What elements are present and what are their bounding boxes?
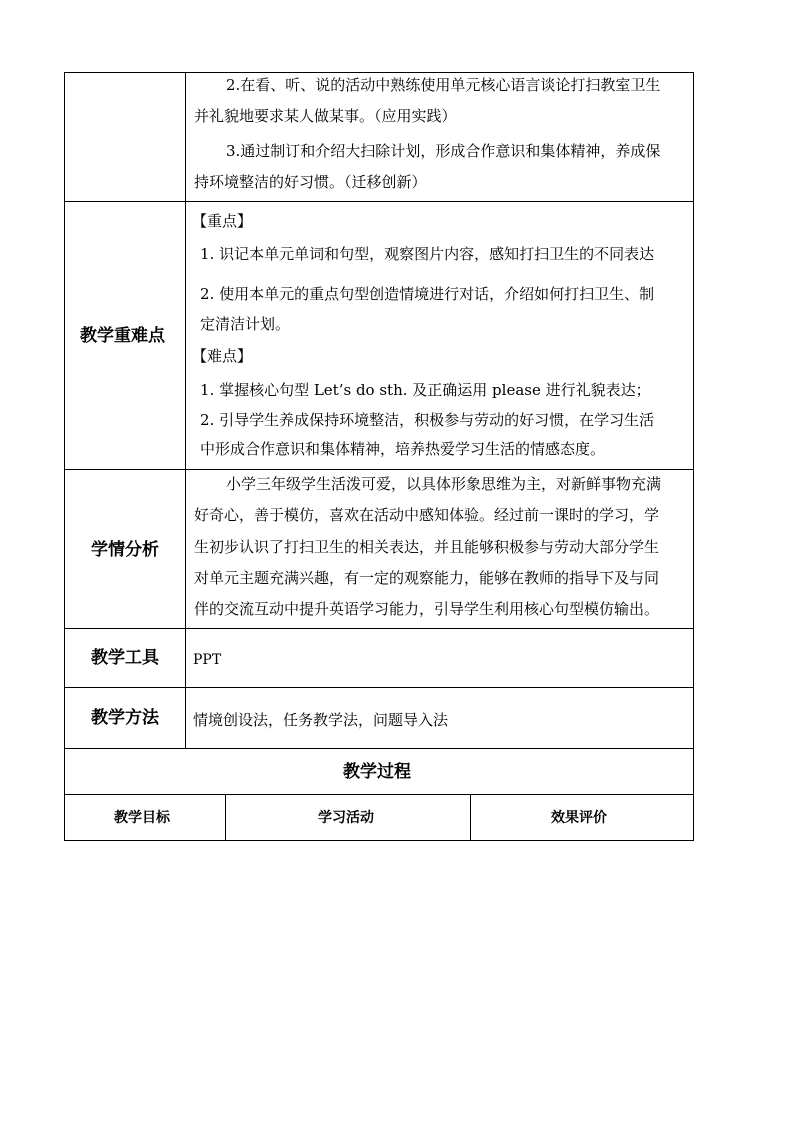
table-divider-4: [64, 687, 694, 688]
table-border-top: [64, 72, 694, 73]
learner-analysis-label: 学情分析: [91, 540, 159, 560]
learner-analysis-line-3: 生初步认识了打扫卫生的相关表达，并且能够积极参与劳动大部分学生: [194, 538, 660, 556]
objective-line-4: 持环境整洁的好习惯。（迁移创新）: [194, 173, 427, 191]
table-divider-3: [64, 628, 694, 629]
objective-line-3: 3.通过制订和介绍大扫除计划，形成合作意识和集体精神，养成保: [226, 142, 661, 160]
process-column-divider-1: [225, 794, 226, 841]
table-divider-2: [64, 469, 694, 470]
difficulty-item-1: 1. 掌握核心句型 Let’s do sth. 及正确运用 please 进行礼貌表达；: [200, 381, 651, 399]
objective-line-1: 2.在看、听、说的活动中熟练使用单元核心语言谈论打扫教室卫生: [226, 76, 661, 94]
label-column-divider: [185, 72, 186, 749]
process-col-objectives: 教学目标: [114, 810, 170, 826]
table-border-right: [693, 72, 694, 841]
difficulty-item-2b: 中形成合作意识和集体精神，培养热爱学习生活的情感态度。: [200, 440, 606, 458]
tools-value: PPT: [193, 652, 222, 668]
process-column-divider-2: [470, 794, 471, 841]
tools-label: 教学工具: [91, 648, 159, 668]
difficulty-item-2a: 2. 引导学生养成保持环境整洁，积极参与劳动的好习惯，在学习生活: [200, 411, 655, 429]
learner-analysis-line-1: 小学三年级学生活泼可爱，以具体形象思维为主，对新鲜事物充满: [226, 475, 662, 493]
focus-heading: 【重点】: [192, 212, 253, 230]
learner-analysis-line-2: 好奇心，善于模仿，喜欢在活动中感知体验。经过前一课时的学习，学: [194, 506, 660, 524]
process-col-activities: 学习活动: [318, 810, 374, 826]
learner-analysis-line-5: 伴的交流互动中提升英语学习能力，引导学生利用核心句型模仿输出。: [194, 600, 660, 618]
focus-item-2b: 定清洁计划。: [200, 315, 291, 333]
table-divider-5: [64, 748, 694, 749]
table-border-bottom: [64, 840, 694, 841]
key-points-label: 教学重难点: [80, 326, 165, 346]
process-title: 教学过程: [343, 762, 411, 782]
table-divider-6: [64, 794, 694, 795]
table-divider-1: [64, 201, 694, 202]
focus-item-2a: 2. 使用本单元的重点句型创造情境进行对话，介绍如何打扫卫生、制: [200, 285, 655, 303]
focus-item-1: 1. 识记本单元单词和句型，观察图片内容，感知打扫卫生的不同表达: [200, 245, 655, 263]
objective-line-2: 并礼貌地要求某人做某事。（应用实践）: [194, 107, 457, 125]
learner-analysis-line-4: 对单元主题充满兴趣，有一定的观察能力，能够在教师的指导下及与同: [194, 569, 660, 587]
difficulty-heading: 【难点】: [192, 347, 253, 365]
process-col-evaluation: 效果评价: [551, 810, 607, 826]
table-border-left: [64, 72, 65, 841]
methods-value: 情境创设法，任务教学法，问题导入法: [193, 711, 449, 729]
methods-label: 教学方法: [91, 708, 159, 728]
